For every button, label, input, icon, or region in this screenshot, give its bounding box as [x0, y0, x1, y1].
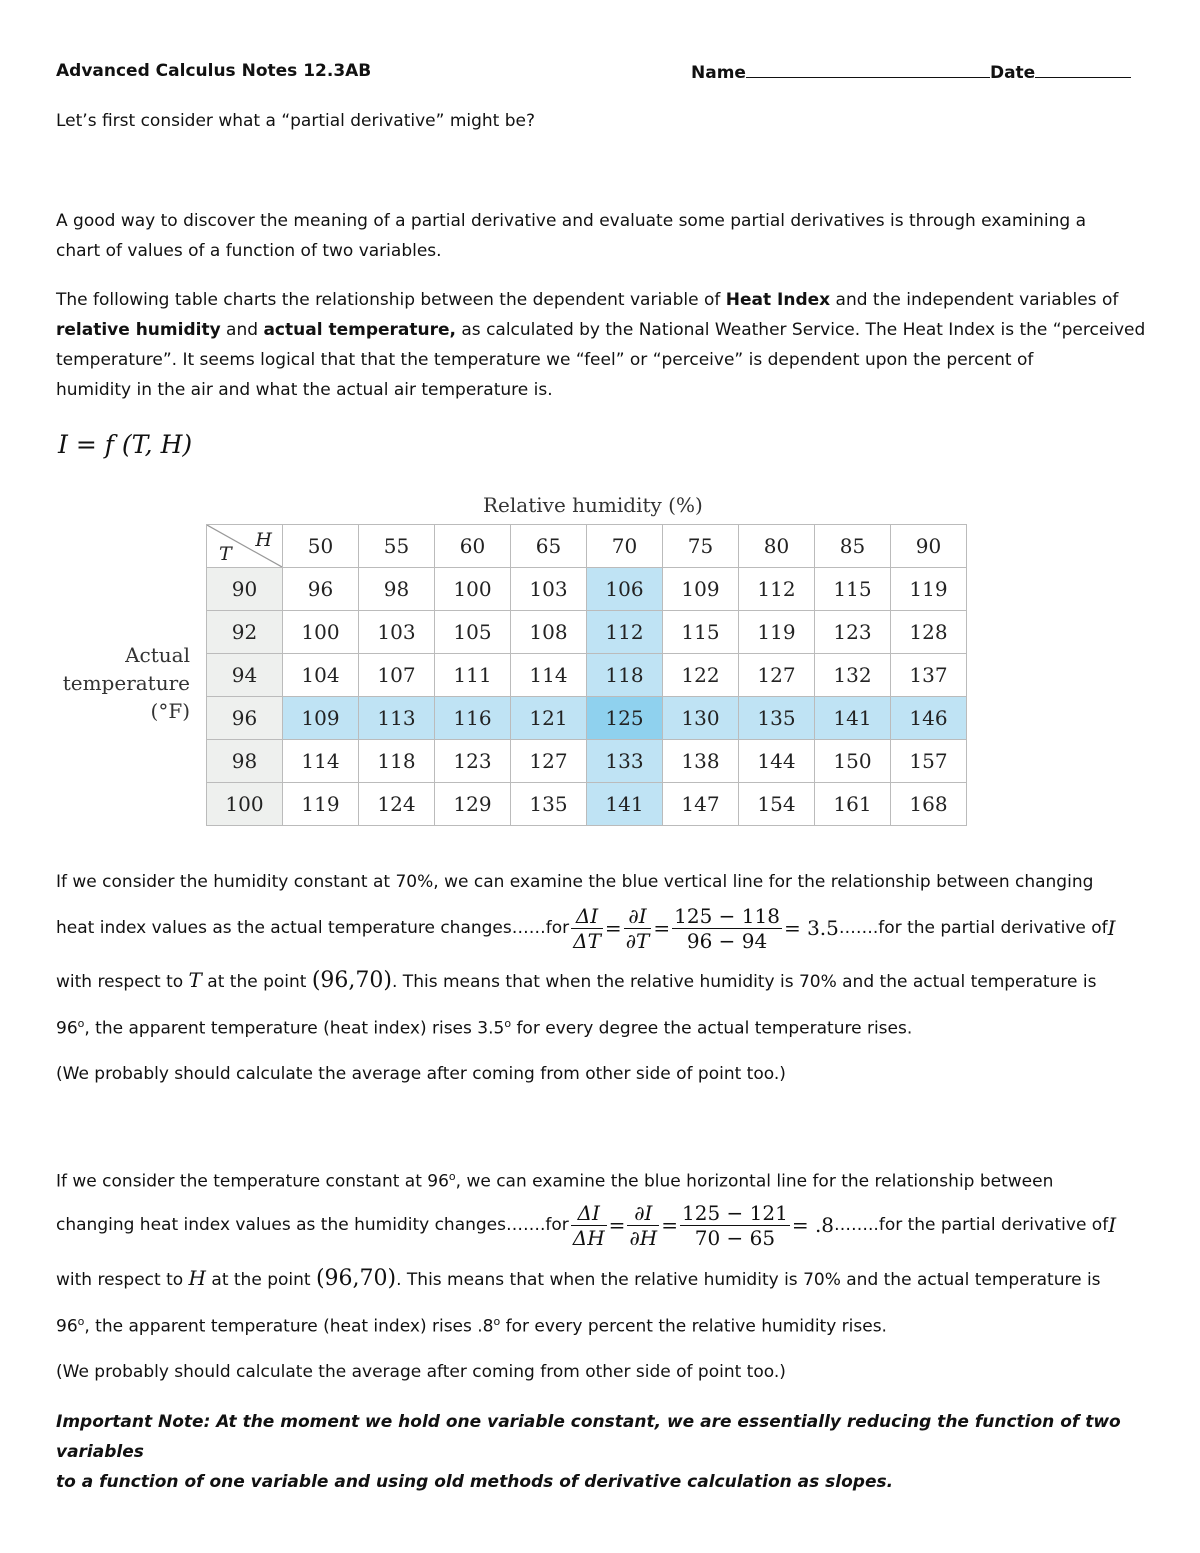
heat-index-cell: 137: [891, 654, 967, 697]
heat-index-cell: 100: [435, 568, 511, 611]
temperature-header-cell: 98: [207, 740, 283, 783]
heat-index-cell: 154: [739, 783, 815, 826]
heat-index-cell: 114: [511, 654, 587, 697]
partial-fraction: $\frac{\partial I}{\partial T}$: [625, 903, 650, 953]
heat-index-table: [206, 524, 967, 826]
heat-index-cell: 100: [283, 611, 359, 654]
heat-index-cell: 108: [511, 611, 587, 654]
heat-index-cell: 113: [359, 697, 435, 740]
humidity-header-cell: 75: [663, 525, 739, 568]
section2-line4: 96$^o$, the apparent temperature (heat index) rises .8$^o$ for every percent the relative humidity rises.: [56, 1315, 887, 1337]
heat-index-cell: 138: [663, 740, 739, 783]
heat-index-cell: 147: [663, 783, 739, 826]
temperature-header-cell: 96: [207, 697, 283, 740]
heat-index-cell: 130: [663, 697, 739, 740]
heat-index-cell: 129: [435, 783, 511, 826]
temperature-header-cell: 90: [207, 568, 283, 611]
intro-paragraph-1: A good way to discover the meaning of a partial derivative and evaluate some partial derivatives is through examining a chart of values of a function of two variables.: [56, 211, 1086, 261]
partial-fraction: $\frac{\partial I}{\partial H}$: [629, 1200, 658, 1250]
humidity-header-cell: 80: [739, 525, 815, 568]
heat-index-cell: 115: [815, 568, 891, 611]
humidity-header-cell: 85: [815, 525, 891, 568]
temperature-header-cell: 94: [207, 654, 283, 697]
heat-index-cell: 114: [283, 740, 359, 783]
heat-index-cell: 128: [891, 611, 967, 654]
heat-index-cell: 132: [815, 654, 891, 697]
table-row: [207, 654, 967, 697]
heat-index-cell: 96: [283, 568, 359, 611]
heat-index-cell: 111: [435, 654, 511, 697]
temperature-header-cell: 100: [207, 783, 283, 826]
heat-index-cell: 107: [359, 654, 435, 697]
section1-line3: with respect to T at the point (96,70). This means that when the relative humidity is 70% and the actual temperature is: [56, 968, 1097, 993]
heat-index-cell: 122: [663, 654, 739, 697]
heat-index-cell: 168: [891, 783, 967, 826]
table-row: [207, 697, 967, 740]
heat-index-cell: 119: [739, 611, 815, 654]
delta-fraction: $\frac{\Delta I}{\Delta H}$: [572, 1200, 605, 1250]
section1-equation-line: heat index values as the actual temperature changes……for $\frac{\Delta I}{\Delta T}$ = $\frac{\partial I}{\partial T}$ = $\frac{125 - 118}{96 - 94}$ = 3.5 …….for the partial derivative of I: [56, 903, 1116, 953]
heat-index-cell: 123: [435, 740, 511, 783]
heat-index-cell: 116: [435, 697, 511, 740]
section2-line1: If we consider the temperature constant at 96$^o$, we can examine the blue horizontal line for the relationship between: [56, 1170, 1054, 1192]
heat-index-cell: 127: [739, 654, 815, 697]
intro-paragraph-2: The following table charts the relationship between the dependent variable of Heat Index and the independent variables of relative humidity and actual temperature, as calculated by the National Weather Service. The Heat Index is the “perceived temperature”. It seems logical that that the temperature we “feel” or “perceive” is dependent upon the percent of humidity in the air and what the actual air temperature is.: [56, 290, 1146, 400]
section1-note: (We probably should calculate the average after coming from other side of point too.): [56, 1064, 786, 1084]
table-caption: Relative humidity (%): [483, 493, 703, 517]
name-label: Name: [691, 63, 746, 83]
heat-index-cell: 119: [891, 568, 967, 611]
table-row: [207, 611, 967, 654]
humidity-header-cell: 90: [891, 525, 967, 568]
heat-index-cell: 146: [891, 697, 967, 740]
heat-index-cell: 144: [739, 740, 815, 783]
section1-line1: If we consider the humidity constant at 70%, we can examine the blue vertical line for the relationship between changing: [56, 872, 1094, 892]
heat-index-cell: 104: [283, 654, 359, 697]
heat-index-cell: 119: [283, 783, 359, 826]
humidity-header-cell: 70: [587, 525, 663, 568]
table-row: [207, 783, 967, 826]
heat-index-cell: 103: [511, 568, 587, 611]
heat-index-cell: 157: [891, 740, 967, 783]
heat-index-cell: 123: [815, 611, 891, 654]
heat-index-cell: 106: [587, 568, 663, 611]
table-corner-cell: H T: [207, 525, 283, 568]
heat-index-cell: 118: [587, 654, 663, 697]
table-row: [207, 740, 967, 783]
heat-index-cell: 109: [283, 697, 359, 740]
intro-question: Let’s first consider what a “partial derivative” might be?: [56, 111, 536, 131]
date-label: Date: [989, 63, 1036, 83]
section2-note: (We probably should calculate the average after coming from other side of point too.): [56, 1362, 786, 1382]
heat-index-cell: 141: [815, 697, 891, 740]
heat-index-cell: 141: [587, 783, 663, 826]
heat-index-cell: 121: [511, 697, 587, 740]
page-title: Advanced Calculus Notes 12.3AB: [56, 61, 372, 81]
table-header-row: [207, 525, 967, 568]
humidity-header-cell: 65: [511, 525, 587, 568]
heat-index-cell: 161: [815, 783, 891, 826]
function-formula: I = f (T, H): [58, 430, 193, 459]
heat-index-cell: 135: [739, 697, 815, 740]
heat-index-cell: 125: [587, 697, 663, 740]
heat-index-cell: 127: [511, 740, 587, 783]
section2-equation-line: changing heat index values as the humidity changes…….for $\frac{\Delta I}{\Delta H}$ = $\frac{\partial I}{\partial H}$ = $\frac{125 - 121}{70 - 65}$ = .8 ……..for the partial derivative of I: [56, 1200, 1117, 1250]
humidity-header-cell: 50: [283, 525, 359, 568]
humidity-header-cell: 55: [359, 525, 435, 568]
heat-index-cell: 118: [359, 740, 435, 783]
humidity-header-cell: 60: [435, 525, 511, 568]
heat-index-cell: 133: [587, 740, 663, 783]
heat-index-cell: 103: [359, 611, 435, 654]
heat-index-cell: 124: [359, 783, 435, 826]
heat-index-cell: 112: [739, 568, 815, 611]
delta-fraction: $\frac{\Delta I}{\Delta T}$: [573, 903, 601, 953]
important-note: Important Note: At the moment we hold one variable constant, we are essentially reducing the function of two variables to a function of one variable and using old methods of derivative calculation as slopes.: [56, 1412, 1121, 1492]
section2-line3: with respect to H at the point (96,70). This means that when the relative humidity is 70% and the actual temperature is: [56, 1266, 1101, 1291]
name-field[interactable]: [691, 61, 1131, 83]
numeric-fraction: $\frac{125 - 118}{96 - 94}$: [674, 903, 780, 953]
table-row: [207, 568, 967, 611]
heat-index-cell: 98: [359, 568, 435, 611]
heat-index-cell: 115: [663, 611, 739, 654]
section1-line4: 96$^o$, the apparent temperature (heat index) rises 3.5$^o$ for every degree the actual temperature rises.: [56, 1017, 913, 1039]
heat-index-cell: 150: [815, 740, 891, 783]
heat-index-cell: 135: [511, 783, 587, 826]
heat-index-cell: 105: [435, 611, 511, 654]
numeric-fraction: $\frac{125 - 121}{70 - 65}$: [682, 1200, 788, 1250]
heat-index-cell: 112: [587, 611, 663, 654]
temperature-header-cell: 92: [207, 611, 283, 654]
row-axis-label: Actual temperature (°F): [62, 643, 190, 723]
heat-index-cell: 109: [663, 568, 739, 611]
